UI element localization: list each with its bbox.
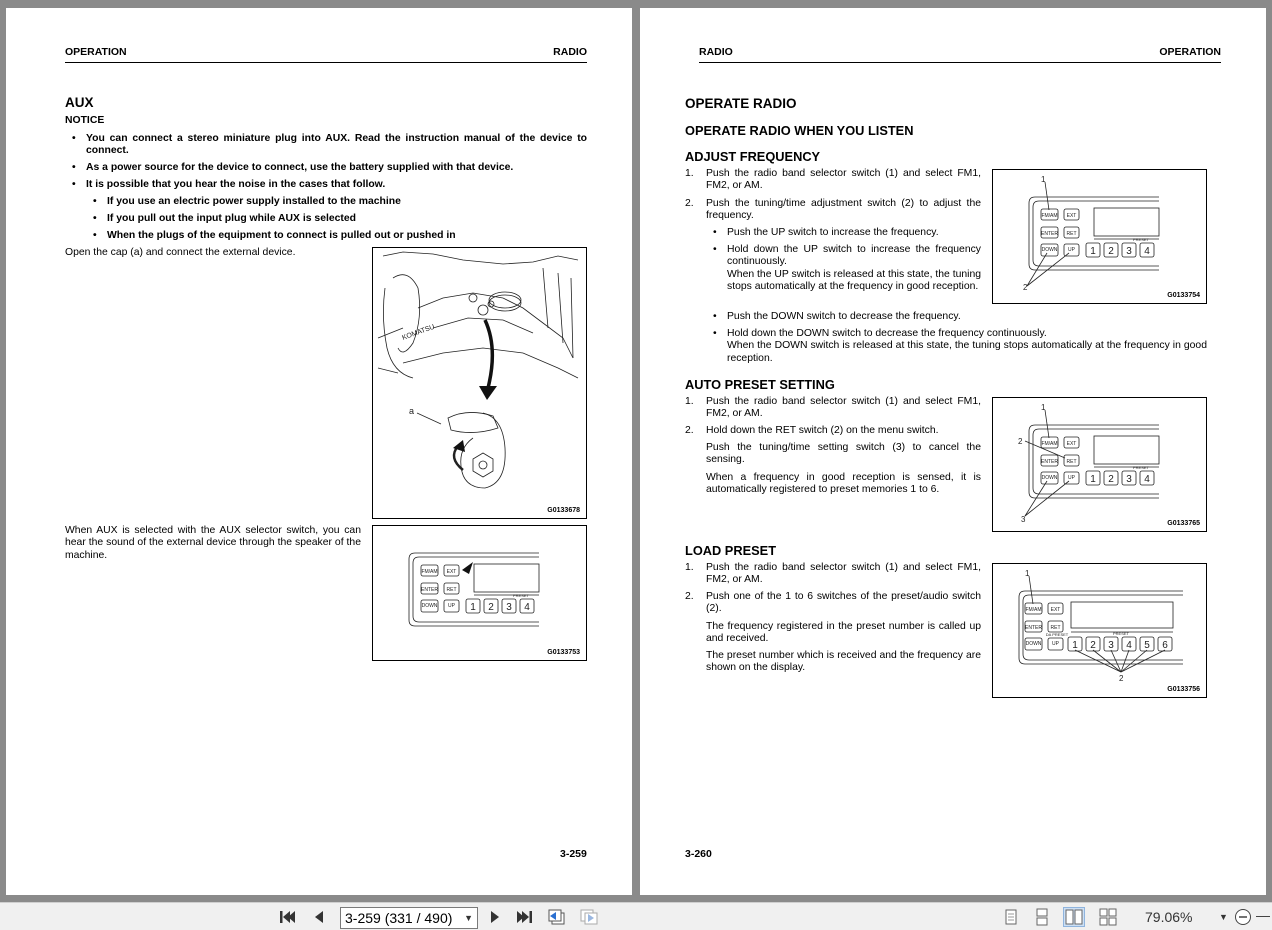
- figure-code: G0133756: [1167, 686, 1200, 693]
- auto-para-1: Push the tuning/time setting switch (3) to cancel the sensing.: [706, 442, 981, 466]
- svg-text:1: 1: [1041, 403, 1046, 412]
- adjust-frequency-figure: [992, 169, 1207, 304]
- svg-text:DOWN: DOWN: [1041, 475, 1058, 481]
- figure-code: G0133753: [547, 649, 580, 656]
- auto-preset-heading: AUTO PRESET SETTING: [685, 377, 835, 392]
- console-drawing: [373, 248, 587, 519]
- notice-label: NOTICE: [65, 115, 105, 126]
- svg-text:2: 2: [1090, 640, 1096, 651]
- single-page-icon: [1002, 908, 1020, 926]
- facing-view-button[interactable]: [1063, 907, 1085, 927]
- previous-page-icon: [313, 909, 325, 925]
- svg-text:EXT: EXT: [1050, 607, 1061, 613]
- svg-text:UP: UP: [448, 603, 455, 609]
- figure-code: G0133765: [1167, 520, 1200, 527]
- svg-text:ENTER: ENTER: [1025, 625, 1042, 631]
- zoom-dropdown-icon[interactable]: ▼: [1219, 912, 1228, 922]
- page-header: [65, 46, 587, 63]
- header-left: RADIO: [699, 46, 733, 58]
- svg-text:UP: UP: [1068, 247, 1075, 253]
- fig-label-a: a: [409, 406, 415, 416]
- zoom-out-icon: [1234, 908, 1252, 926]
- svg-text:RET: RET: [1066, 231, 1077, 237]
- document-page-left: [6, 8, 632, 895]
- svg-text:EXT: EXT: [446, 569, 457, 575]
- svg-text:3: 3: [1021, 515, 1026, 524]
- next-view-button[interactable]: [578, 907, 600, 927]
- svg-text:3: 3: [1126, 246, 1132, 257]
- svg-text:ENTER: ENTER: [1041, 231, 1058, 237]
- notice-sub-bullet: • If you pull out the input plug while AUX is selected: [93, 213, 356, 224]
- svg-text:5: 5: [1144, 640, 1150, 651]
- adjust-bullet: • Hold down the UP switch to increase the frequency continuously. When the UP switch is released at this state, the tuning stops automatically at the frequency in good reception.: [713, 244, 981, 293]
- svg-text:4: 4: [1126, 640, 1132, 651]
- svg-text:1: 1: [1072, 640, 1078, 651]
- svg-text:DA PRESET: DA PRESET: [1045, 632, 1069, 637]
- aux-description: When AUX is selected with the AUX selector switch, you can hear the sound of the external device through the speaker of the machine.: [65, 525, 361, 561]
- previous-view-button[interactable]: [546, 907, 568, 927]
- svg-text:RET: RET: [1050, 625, 1061, 631]
- svg-text:1: 1: [470, 602, 476, 613]
- figure-code: G0133754: [1167, 292, 1200, 299]
- svg-text:1: 1: [1090, 246, 1096, 257]
- auto-preset-figure: [992, 397, 1207, 532]
- continuous-facing-icon: [1099, 908, 1117, 926]
- svg-text:2: 2: [1018, 437, 1023, 446]
- open-cap-text: Open the cap (a) and connect the external device.: [65, 247, 296, 258]
- svg-text:3: 3: [1108, 640, 1114, 651]
- svg-text:4: 4: [1144, 246, 1150, 257]
- page-number-field[interactable]: [340, 907, 478, 929]
- page-number-value: 3-259 (331 / 490): [345, 910, 453, 926]
- svg-text:3: 3: [506, 602, 512, 613]
- svg-text:6: 6: [1162, 640, 1168, 651]
- svg-text:2: 2: [1108, 474, 1114, 485]
- page-dropdown-icon[interactable]: ▼: [464, 913, 473, 923]
- adjust-step-2: 2. Push the tuning/time adjustment switch (2) to adjust the frequency.: [685, 198, 981, 222]
- notice-sub-bullet: • When the plugs of the equipment to connect is pulled out or pushed in: [93, 230, 456, 241]
- continuous-facing-view-button[interactable]: [1097, 907, 1119, 927]
- svg-text:3: 3: [1126, 474, 1132, 485]
- load-preset-figure: [992, 563, 1207, 698]
- adjust-frequency-heading: ADJUST FREQUENCY: [685, 149, 821, 164]
- svg-text:FM/AM: FM/AM: [421, 569, 438, 575]
- viewer-toolbar: [0, 902, 1272, 930]
- svg-text:FM/AM: FM/AM: [1041, 213, 1058, 219]
- next-page-icon: [489, 909, 501, 925]
- svg-text:DOWN: DOWN: [1025, 641, 1042, 647]
- svg-text:RET: RET: [1066, 459, 1077, 465]
- continuous-view-button[interactable]: [1031, 907, 1053, 927]
- auto-para-2: When a frequency in good reception is sensed, it is automatically registered to preset memories 1 to 6.: [706, 472, 981, 496]
- svg-text:ENTER: ENTER: [1041, 459, 1058, 465]
- svg-text:RET: RET: [446, 587, 457, 593]
- notice-sub-bullet: • If you use an electric power supply installed to the machine: [93, 196, 401, 207]
- svg-text:PRESET: PRESET: [1112, 631, 1130, 636]
- svg-text:ENTER: ENTER: [421, 587, 438, 593]
- svg-text:2: 2: [1108, 246, 1114, 257]
- svg-text:1: 1: [1090, 474, 1096, 485]
- load-para-1: The frequency registered in the preset number is called up and received.: [706, 621, 981, 645]
- notice-bullet: • You can connect a stereo miniature plug into AUX. Read the instruction manual of the device to connect.: [72, 133, 587, 157]
- first-page-button[interactable]: [276, 907, 298, 927]
- zoom-slider-track[interactable]: [1256, 916, 1270, 917]
- previous-page-button[interactable]: [308, 907, 330, 927]
- adjust-bullet: • Push the UP switch to increase the frequency.: [713, 227, 939, 238]
- load-preset-heading: LOAD PRESET: [685, 543, 777, 558]
- single-page-view-button[interactable]: [1000, 907, 1022, 927]
- svg-text:DOWN: DOWN: [1041, 247, 1058, 253]
- svg-text:EXT: EXT: [1066, 213, 1077, 219]
- page-header: [699, 46, 1221, 63]
- load-step-1: 1. Push the radio band selector switch (1) and select FM1, FM2, or AM.: [685, 562, 981, 586]
- adjust-step-1: 1. Push the radio band selector switch (1) and select FM1, FM2, or AM.: [685, 168, 981, 192]
- last-page-button[interactable]: [514, 907, 536, 927]
- section-title: OPERATE RADIO: [685, 96, 797, 111]
- next-view-icon: [578, 908, 600, 926]
- svg-text:KOMATSU: KOMATSU: [401, 323, 436, 342]
- svg-text:1: 1: [1041, 175, 1046, 184]
- svg-text:2: 2: [1023, 283, 1028, 292]
- section-subtitle: OPERATE RADIO WHEN YOU LISTEN: [685, 123, 914, 138]
- header-left: OPERATION: [65, 46, 127, 58]
- svg-text:PRESET: PRESET: [512, 593, 530, 598]
- load-para-2: The preset number which is received and the frequency are shown on the display.: [706, 650, 981, 674]
- previous-view-icon: [546, 908, 568, 926]
- adjust-bullet: • Push the DOWN switch to decrease the frequency.: [713, 311, 961, 322]
- continuous-page-icon: [1033, 908, 1051, 926]
- zoom-level[interactable]: 79.06%: [1145, 909, 1193, 925]
- page-number: 3-260: [685, 848, 712, 860]
- page-number: 3-259: [560, 848, 587, 860]
- auto-step-1: 1. Push the radio band selector switch (1) and select FM1, FM2, or AM.: [685, 396, 981, 420]
- svg-text:FM/AM: FM/AM: [1025, 607, 1042, 613]
- aux-cap-illustration: [372, 247, 587, 519]
- svg-text:PRESET: PRESET: [1132, 237, 1150, 242]
- adjust-bullet: • Hold down the DOWN switch to decrease the frequency continuously. When the DOWN switch is released at this state, the tuning stops automatically at the frequency in good reception.: [713, 328, 1207, 364]
- header-right: RADIO: [553, 46, 587, 58]
- auto-step-2: 2. Hold down the RET switch (2) on the menu switch.: [685, 425, 939, 436]
- svg-text:DOWN: DOWN: [421, 603, 438, 609]
- first-page-icon: [278, 909, 296, 925]
- svg-text:PRESET: PRESET: [1132, 465, 1150, 470]
- section-title: AUX: [65, 95, 94, 110]
- svg-text:UP: UP: [1052, 641, 1059, 647]
- last-page-icon: [516, 909, 534, 925]
- figure-code: G0133678: [547, 507, 580, 514]
- load-step-2: 2. Push one of the 1 to 6 switches of the preset/audio switch (2).: [685, 591, 981, 615]
- document-page-right: [640, 8, 1266, 895]
- svg-text:1: 1: [1025, 569, 1030, 578]
- notice-bullet: • As a power source for the device to connect, use the battery supplied with that device.: [72, 162, 514, 173]
- next-page-button[interactable]: [484, 907, 506, 927]
- svg-text:UP: UP: [1068, 475, 1075, 481]
- svg-text:FM/AM: FM/AM: [1041, 441, 1058, 447]
- radio-panel-figure: [372, 525, 587, 661]
- svg-text:4: 4: [524, 602, 530, 613]
- svg-text:EXT: EXT: [1066, 441, 1077, 447]
- facing-pages-icon: [1065, 908, 1083, 926]
- svg-text:4: 4: [1144, 474, 1150, 485]
- header-right: OPERATION: [1159, 46, 1221, 58]
- notice-bullet: • It is possible that you hear the noise in the cases that follow.: [72, 179, 386, 190]
- zoom-out-button[interactable]: [1232, 907, 1254, 927]
- svg-text:2: 2: [1119, 674, 1124, 683]
- svg-text:2: 2: [488, 602, 494, 613]
